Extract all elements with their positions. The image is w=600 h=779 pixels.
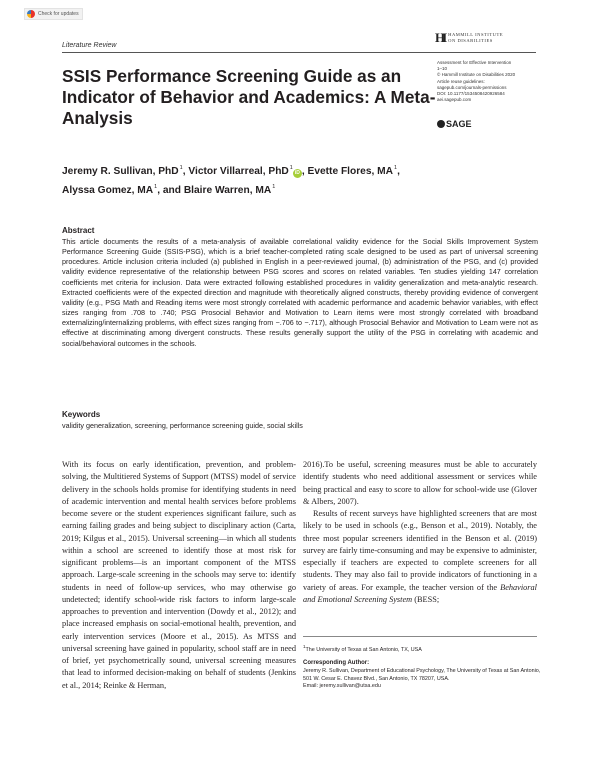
section-label: Literature Review: [62, 42, 117, 49]
abstract-heading: Abstract: [62, 226, 95, 235]
page-range: 1–10: [437, 66, 448, 72]
journal-meta: [437, 60, 515, 103]
abstract-text: This article documents the results of a meta-analysis of available correlational validity evidence for the Social Skills Improvement System Performance Screening Guide (SSIS-PSG), which is a brief teacher-completed rating scale designed to be used as part of universal screening procedures. Article inclusion criteria included (a) published in English in a peer-reviewed journal, (b) administration of the PSG, and (c) provided validity evidence representative of the relationship between PSG scores and scores on related variables. Ten studies yielding 147 correlation coefficients met criteria for inclusion. Data were extracted following established procedures in validity generalization and meta-analytic research. Extracted coefficients were of the expected direction and magnitude with theoretically aligned constructs, thereby providing evidence of convergent validity (e.g., PSG Math and Reading items were most strongly correlated with academic performance and academic behavior variables, with effect sizes ranging from .708 to .740; PSG Prosocial Behavior and Motivation to Learn items were most strongly correlated with broadband externalizing/internalizing problems, with effect sizes ranging from −.706 to −.717), although Prosocial Behavior and Motivation to Learn were not as effective at discriminating among divergent constructs. These results generally support the utility of the PSG in correlating with academic and social/behavioral outcomes in the schools.: [62, 237, 538, 348]
header-rule: [62, 52, 536, 53]
orcid-icon[interactable]: iD: [294, 170, 300, 176]
corresponding-author-heading: Corresponding Author:: [303, 660, 370, 667]
journal-url[interactable]: aei.sagepub.com: [437, 97, 472, 103]
body-paragraph: Results of recent surveys have highlighted screeners that are most likely to be used in schools (e.g., Benson et al., 2019). Notably, the three most popular screeners identified in the Benson et al. (2019) survey are fairly time-consuming and may be expensive to administer, especially if teachers are expected to complete screeners for all students. They may also fail to provide indicators of functioning in a variety of areas. For example, the teacher version of the Behavioral and Emotional Screening System (BESS;: [303, 509, 537, 604]
body-column-left: [62, 459, 296, 692]
affiliation-marker: 1: [179, 165, 183, 171]
author-list: Jeremy R. Sullivan, PhD$^1$, Victor Villarreal, PhD$^1$iD , Evette Flores, $MA^1$, Alyssa Gomez, $MA^1$, and Blaire Warren, $MA^1$: [62, 165, 400, 196]
body-paragraph: 2016).To be useful, screening measures must be able to accurately identify students who need additional assessment or services while being practical and easy to score to allow for school-wide use (Glover & Albers, 2007).: [303, 460, 537, 506]
journal-name: Assessment for Effective Intervention: [437, 60, 512, 65]
author: Evette Flores, MA: [307, 166, 394, 177]
author: Jeremy R. Sullivan, PhD: [62, 166, 179, 177]
author: Blaire Warren, MA: [183, 184, 272, 196]
author: Victor Villarreal, PhD: [188, 166, 289, 177]
copyright: © Hammill Institute on Disabilities 2020: [437, 72, 516, 78]
affiliation-marker: 1: [394, 165, 398, 171]
footnote-rule: [303, 636, 537, 637]
author: Alyssa Gomez, MA: [62, 184, 154, 196]
permissions-link[interactable]: sagepub.com/journals-permissions: [437, 84, 507, 90]
publisher-logo: [435, 32, 503, 44]
footnotes: [303, 643, 543, 691]
check-for-updates-label: Check for updates: [38, 11, 79, 17]
corresponding-author-address: Jeremy R. Sullivan, Department of Educational Psychology, The University of Texas at San Antonio, 501 W. Cesar E. Chavez Blvd., San Antonio, TX 78207, USA.: [303, 667, 541, 682]
keywords-text: validity generalization, screening, performance screening guide, social skills: [62, 421, 303, 430]
body-column-right: [303, 459, 537, 606]
affiliation-marker: 1: [272, 183, 276, 190]
italic-title: Behavioral and Emotional Screening System: [303, 582, 537, 604]
keywords-heading: Keywords: [62, 410, 101, 419]
body-paragraph: With its focus on early identification, prevention, and problem-solving, the Multitiered Systems of Support (MTSS) model of service delivery in the schools holds promise for identifying students in need of academic intervention and mental health services before problems become severe or the student experiences significant failure, such as earning failing grades and being subject to disciplinary action (Carta, 2019; Kilgus et al., 2015). Universal screening—in which all students within a school are screened to identify those at most risk for significant problems—is an important component of the MTSS approach. Large-scale screening in the schools may serve to: identify students in need of follow-up services, who may otherwise go undetected; identify school-wide risk factors to inform large-scale approaches to prevention and intervention (Dowdy et al., 2012); and place increased emphasis on social-emotional health, prevention, and early intervention services (Moore et al., 2015). As MTSS and universal screening have gained in popularity, school staff are in need of brief, yet psychometrically sound, universal screening measures that lead to informed decision-making on behalf of students (Jenkins et al., 2014; Reinke & Herman,: [62, 460, 296, 690]
doi[interactable]: DOI: 10.1177/1534508420926584: [437, 91, 505, 97]
reuse-guidelines: Article reuse guidelines:: [437, 78, 485, 84]
corresponding-author-email[interactable]: Email: jeremy.sullivan@utsa.edu: [303, 683, 381, 690]
check-for-updates-button[interactable]: [24, 8, 83, 20]
article-title: SSIS Performance Screening Guide as an Indicator of Behavior and Academics: A Meta-Analysis: [62, 66, 436, 128]
hammill-logo-icon: HI: [435, 30, 445, 45]
sage-logo: SAGE: [437, 119, 472, 129]
publisher-name: HAMMILL INSTITUTE ON DISABILITIES: [448, 32, 504, 43]
affiliation-footnote: $^1$The University of Texas at San Antonio, TX, USA: [303, 644, 422, 653]
affiliation-marker: 1: [154, 183, 158, 190]
crossmark-icon: [27, 10, 35, 18]
affiliation-marker: 1: [289, 165, 293, 171]
